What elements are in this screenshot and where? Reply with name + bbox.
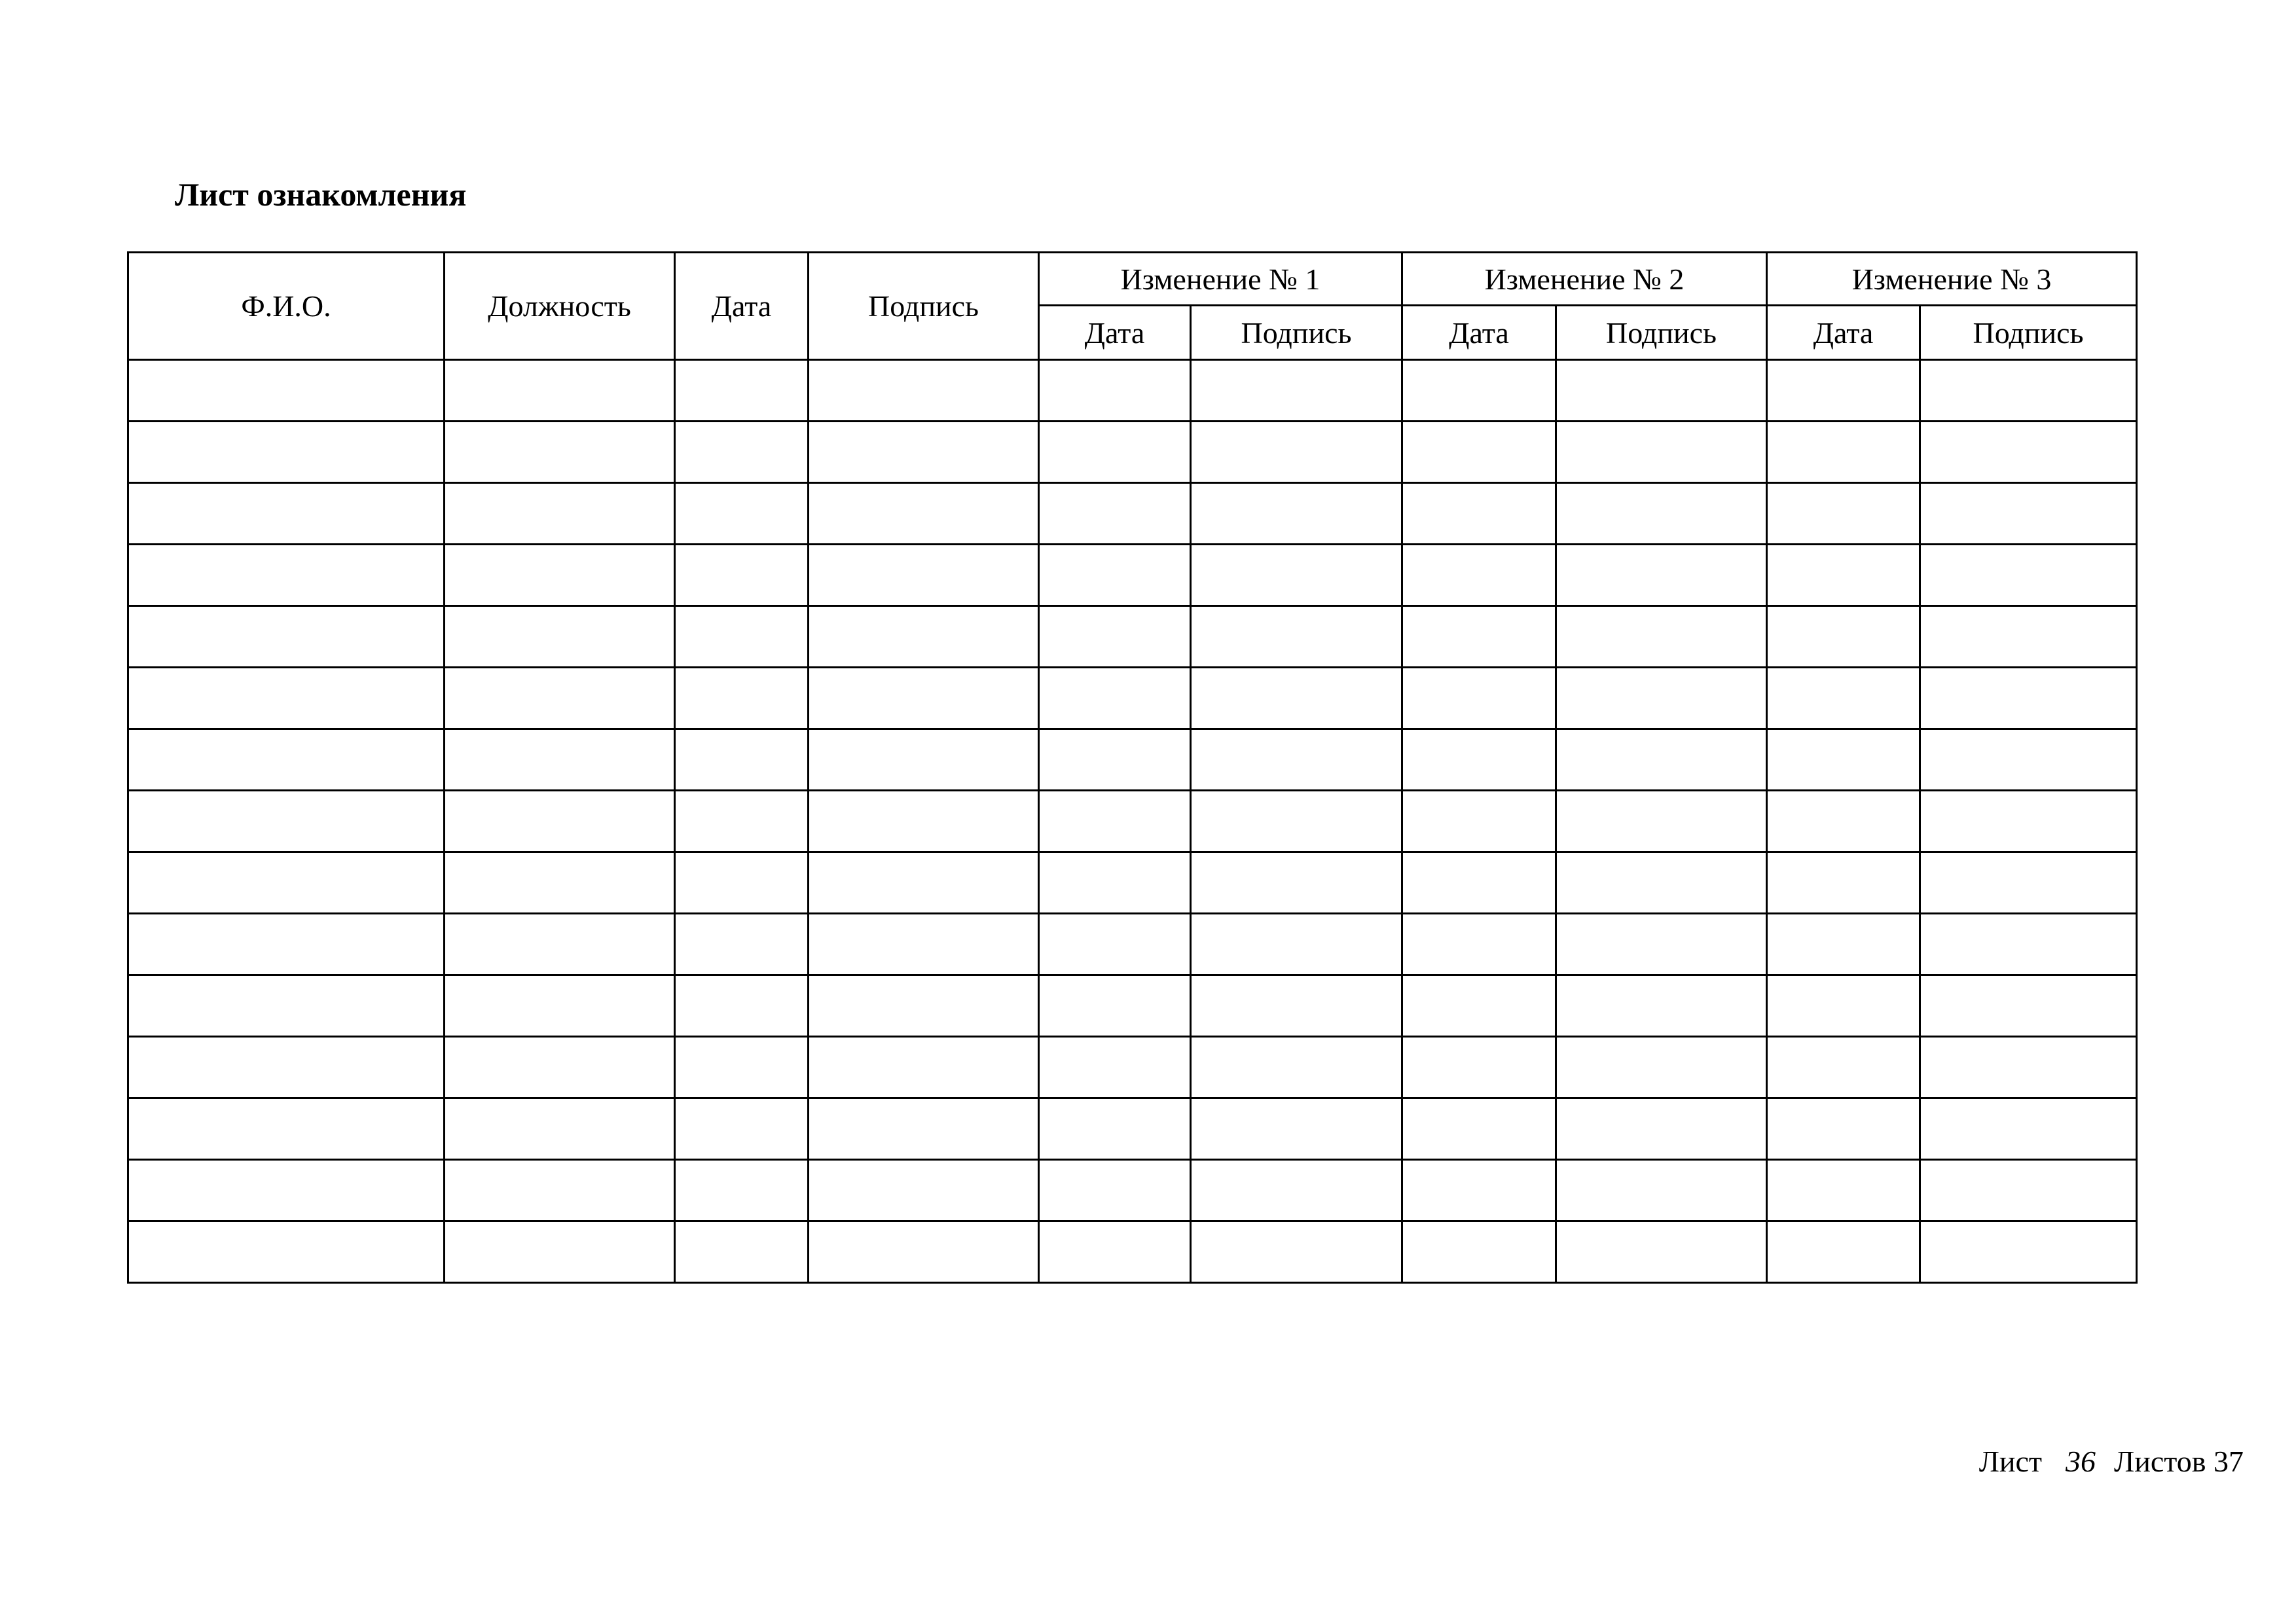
- table-row: [128, 606, 2137, 668]
- table-cell: [1039, 791, 1191, 852]
- table-cell: [1767, 606, 1920, 668]
- table-cell: [1767, 914, 1920, 975]
- table-cell: [1556, 1160, 1767, 1221]
- table-cell: [1402, 914, 1556, 975]
- table-cell: [675, 483, 809, 545]
- header-change-1-date: Дата: [1039, 306, 1191, 360]
- table-cell: [675, 791, 809, 852]
- table-cell: [1556, 852, 1767, 914]
- table-cell: [1920, 914, 2137, 975]
- table-cell: [445, 422, 675, 483]
- table-cell: [1402, 1221, 1556, 1283]
- table-cell: [128, 606, 445, 668]
- header-change-3: Изменение № 3: [1767, 253, 2137, 306]
- table-cell: [445, 360, 675, 422]
- table-body: [128, 360, 2137, 1283]
- header-change-3-signature: Подпись: [1920, 306, 2137, 360]
- header-change-2-signature: Подпись: [1556, 306, 1767, 360]
- footer-sheets-total: 37: [2214, 1445, 2244, 1478]
- table-cell: [128, 422, 445, 483]
- table-cell: [1556, 729, 1767, 791]
- table-cell: [1767, 1098, 1920, 1160]
- table-row: [128, 852, 2137, 914]
- table-cell: [1402, 729, 1556, 791]
- header-position: Должность: [445, 253, 675, 360]
- table-cell: [1920, 1037, 2137, 1098]
- acquaintance-table: [127, 251, 2138, 1284]
- table-cell: [1767, 668, 1920, 729]
- table-row: [128, 483, 2137, 545]
- table-cell: [1402, 1160, 1556, 1221]
- table-cell: [445, 1221, 675, 1283]
- table-cell: [675, 1160, 809, 1221]
- table-row: [128, 975, 2137, 1037]
- table-cell: [1039, 1037, 1191, 1098]
- table-cell: [1191, 360, 1402, 422]
- table-cell: [445, 1160, 675, 1221]
- table-cell: [1920, 729, 2137, 791]
- table-cell: [675, 1037, 809, 1098]
- table-cell: [809, 1098, 1039, 1160]
- table-cell: [675, 545, 809, 606]
- table-row: [128, 791, 2137, 852]
- table-cell: [128, 852, 445, 914]
- table-cell: [1920, 1221, 2137, 1283]
- header-fio: Ф.И.О.: [128, 253, 445, 360]
- table-cell: [809, 791, 1039, 852]
- header-change-2: Изменение № 2: [1402, 253, 1767, 306]
- table-cell: [1191, 852, 1402, 914]
- table-cell: [1920, 852, 2137, 914]
- table-cell: [675, 914, 809, 975]
- table-cell: [1191, 729, 1402, 791]
- table-cell: [1402, 360, 1556, 422]
- table-cell: [1039, 483, 1191, 545]
- table-cell: [1191, 545, 1402, 606]
- table-cell: [675, 1098, 809, 1160]
- table-cell: [1767, 791, 1920, 852]
- table-cell: [1556, 668, 1767, 729]
- table-cell: [1556, 545, 1767, 606]
- table-row: [128, 729, 2137, 791]
- header-change-1-signature: Подпись: [1191, 306, 1402, 360]
- table-cell: [445, 852, 675, 914]
- table-row: [128, 914, 2137, 975]
- table-cell: [445, 545, 675, 606]
- table-cell: [809, 668, 1039, 729]
- table-cell: [1767, 422, 1920, 483]
- table-cell: [1556, 1098, 1767, 1160]
- table-cell: [809, 729, 1039, 791]
- table-cell: [445, 668, 675, 729]
- table-cell: [1039, 975, 1191, 1037]
- table-cell: [128, 668, 445, 729]
- table-cell: [445, 1037, 675, 1098]
- table-cell: [1191, 606, 1402, 668]
- table-cell: [675, 668, 809, 729]
- table-cell: [1039, 1160, 1191, 1221]
- table-cell: [445, 914, 675, 975]
- table-row: [128, 1098, 2137, 1160]
- table-cell: [445, 791, 675, 852]
- table-cell: [1920, 606, 2137, 668]
- table-cell: [1402, 791, 1556, 852]
- table-cell: [128, 1221, 445, 1283]
- table-cell: [1402, 975, 1556, 1037]
- table-cell: [445, 975, 675, 1037]
- table-cell: [1402, 483, 1556, 545]
- table-cell: [1191, 422, 1402, 483]
- table-cell: [1039, 852, 1191, 914]
- table-cell: [809, 1160, 1039, 1221]
- table-cell: [1402, 422, 1556, 483]
- table-cell: [1039, 606, 1191, 668]
- header-change-3-date: Дата: [1767, 306, 1920, 360]
- table-cell: [1920, 545, 2137, 606]
- table-cell: [445, 1098, 675, 1160]
- table-cell: [128, 791, 445, 852]
- table-cell: [1191, 914, 1402, 975]
- header-date: Дата: [675, 253, 809, 360]
- header-change-1: Изменение № 1: [1039, 253, 1402, 306]
- table-row: [128, 422, 2137, 483]
- table-cell: [675, 422, 809, 483]
- table-row: [128, 1037, 2137, 1098]
- table-cell: [1920, 791, 2137, 852]
- table-cell: [675, 975, 809, 1037]
- table-cell: [1039, 1221, 1191, 1283]
- table-cell: [1767, 1221, 1920, 1283]
- table-cell: [1191, 1098, 1402, 1160]
- table-cell: [1191, 791, 1402, 852]
- table-cell: [1767, 483, 1920, 545]
- table-cell: [1920, 1098, 2137, 1160]
- table-cell: [1191, 1160, 1402, 1221]
- table-cell: [1039, 422, 1191, 483]
- table-cell: [128, 1160, 445, 1221]
- table-cell: [675, 729, 809, 791]
- table-cell: [809, 360, 1039, 422]
- table-row: [128, 1221, 2137, 1283]
- table-cell: [1767, 975, 1920, 1037]
- table-cell: [809, 975, 1039, 1037]
- table-cell: [1191, 1221, 1402, 1283]
- table-cell: [1402, 545, 1556, 606]
- table-cell: [1191, 668, 1402, 729]
- table-cell: [1767, 545, 1920, 606]
- table-cell: [809, 545, 1039, 606]
- table-cell: [809, 606, 1039, 668]
- table-cell: [809, 483, 1039, 545]
- table-cell: [1920, 483, 2137, 545]
- table-cell: [1556, 422, 1767, 483]
- table-cell: [1402, 668, 1556, 729]
- table-cell: [1920, 422, 2137, 483]
- table-cell: [1402, 852, 1556, 914]
- table-cell: [1402, 606, 1556, 668]
- table-cell: [1556, 1037, 1767, 1098]
- table-cell: [1039, 729, 1191, 791]
- table-row: [128, 360, 2137, 422]
- table-cell: [1767, 852, 1920, 914]
- table-cell: [128, 483, 445, 545]
- page-title: Лист ознакомления: [175, 176, 467, 213]
- table-cell: [1556, 975, 1767, 1037]
- table-cell: [128, 1098, 445, 1160]
- table-cell: [1920, 668, 2137, 729]
- footer-sheets-label: Листов: [2114, 1445, 2206, 1478]
- table-cell: [1556, 483, 1767, 545]
- table-cell: [809, 1037, 1039, 1098]
- table-cell: [1556, 914, 1767, 975]
- table-cell: [1556, 606, 1767, 668]
- table-cell: [675, 1221, 809, 1283]
- table-row: [128, 668, 2137, 729]
- table-cell: [675, 852, 809, 914]
- table-cell: [128, 1037, 445, 1098]
- table-cell: [1767, 729, 1920, 791]
- table-cell: [809, 1221, 1039, 1283]
- table-cell: [445, 729, 675, 791]
- table-row: [128, 1160, 2137, 1221]
- table-cell: [1039, 360, 1191, 422]
- table-cell: [1920, 975, 2137, 1037]
- footer-sheet-label: Лист: [1978, 1445, 2043, 1478]
- table-cell: [128, 360, 445, 422]
- table-cell: [445, 483, 675, 545]
- table-cell: [1556, 1221, 1767, 1283]
- footer-sheet-number: 36: [2066, 1445, 2096, 1478]
- table-cell: [1039, 668, 1191, 729]
- table-cell: [1402, 1098, 1556, 1160]
- table-cell: [675, 606, 809, 668]
- table-cell: [1039, 545, 1191, 606]
- table-cell: [1039, 1098, 1191, 1160]
- table-cell: [809, 914, 1039, 975]
- table-cell: [1191, 975, 1402, 1037]
- table-cell: [1191, 483, 1402, 545]
- table-row: [128, 545, 2137, 606]
- table-cell: [1191, 1037, 1402, 1098]
- table-cell: [1920, 1160, 2137, 1221]
- header-signature: Подпись: [809, 253, 1039, 360]
- table-cell: [1402, 1037, 1556, 1098]
- table-cell: [1767, 1160, 1920, 1221]
- header-change-2-date: Дата: [1402, 306, 1556, 360]
- table-cell: [128, 975, 445, 1037]
- table-cell: [809, 852, 1039, 914]
- table-cell: [809, 422, 1039, 483]
- page-footer: [1979, 1447, 2244, 1477]
- table-cell: [1767, 360, 1920, 422]
- table-cell: [1767, 1037, 1920, 1098]
- table-cell: [128, 729, 445, 791]
- table-cell: [128, 914, 445, 975]
- table-cell: [128, 545, 445, 606]
- table-cell: [445, 606, 675, 668]
- table-cell: [1556, 360, 1767, 422]
- table-cell: [1556, 791, 1767, 852]
- table-cell: [1039, 914, 1191, 975]
- table-cell: [675, 360, 809, 422]
- table-cell: [1920, 360, 2137, 422]
